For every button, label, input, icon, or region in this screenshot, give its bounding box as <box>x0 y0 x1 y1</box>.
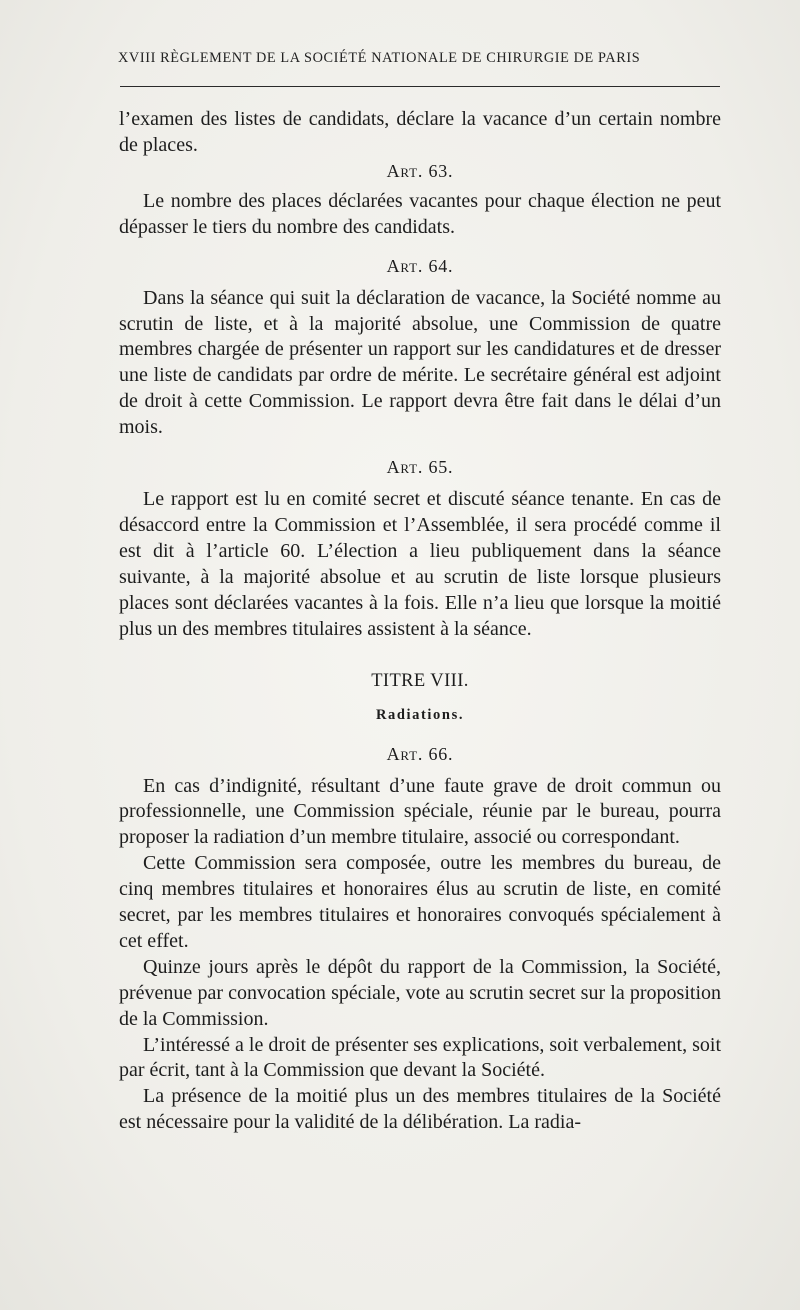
article-63-heading-text: Art. 63. <box>386 160 454 181</box>
article-66-paragraph: Cette Commission sera composée, outre les membres du bureau, de cinq membres titulaires et honoraires élus au scrutin de liste, en comité secret, par les membres titulaires et honoraires convoqués spécialement à cet effet. <box>119 852 721 952</box>
article-65-text: Le rapport est lu en comité secret et discuté séance tenante. En cas de désaccord entre la Commission et l’Assemblée, il sera procédé comme il est dit à l’article 60. L’élection a lieu publiquement dans la séance suivante, à la majorité absolue et au scrutin de liste lorsque plusieurs places sont déclarées vacantes à la fois. Elle n’a lieu que lorsque la moitié plus un des membres titulaires assistent à la séance. <box>119 488 721 640</box>
article-66-heading <box>119 744 721 765</box>
titre-heading: TITRE VIII. <box>371 670 469 691</box>
article-65-heading-text: Art. 65. <box>386 457 454 478</box>
article-64-heading <box>119 256 721 277</box>
section-subtitle: Radiations. <box>375 706 465 723</box>
running-header: XVIII RÈGLEMENT DE LA SOCIÉTÉ NATIONALE DE CHIRURGIE DE PARIS <box>118 50 641 66</box>
article-66-paragraph: Quinze jours après le dépôt du rapport de la Commission, la Société, prévenue par convocation spéciale, vote au scrutin secret sur la proposition de la Commission. <box>119 955 721 1030</box>
article-66-heading-text: Art. 66. <box>386 743 454 764</box>
article-66-paragraph: La présence de la moitié plus un des membres titulaires de la Société est nécessaire pour la validité de la délibération. La radia- <box>119 1085 721 1134</box>
article-64-heading-text: Art. 64. <box>386 255 454 276</box>
article-66-paragraph: En cas d’indignité, résultant d’une faute grave de droit commun ou professionnelle, une Commission spéciale, réunie par le bureau, pourra proposer la radiation d’un membre titulaire, associé ou correspondant. <box>119 774 721 849</box>
continuation-paragraph: l’examen des listes de candidats, déclare la vacance d’un certain nombre de places. <box>119 108 721 156</box>
article-64-text: Dans la séance qui suit la déclaration de vacance, la Société nomme au scrutin de liste, et à la majorité absolue, une Commission de quatre membres chargée de présenter un rapport sur les candidatures et de dresser une liste de candidats par ordre de mérite. Le secrétaire général est adjoint de droit à cette Commission. Le rapport devra être fait dans le délai d’un mois. <box>119 286 721 439</box>
article-63-text: Le nombre des places déclarées vacantes pour chaque élection ne peut dépasser le tiers du nombre des candidats. <box>119 189 721 238</box>
page-body <box>119 107 721 1136</box>
article-66-paragraph: L’intéressé a le droit de présenter ses explications, soit verbalement, soit par écrit, tant à la Commission que devant la Société. <box>119 1033 721 1082</box>
article-63-heading <box>119 161 721 182</box>
header-rule <box>120 86 720 87</box>
article-65-heading <box>119 457 721 478</box>
